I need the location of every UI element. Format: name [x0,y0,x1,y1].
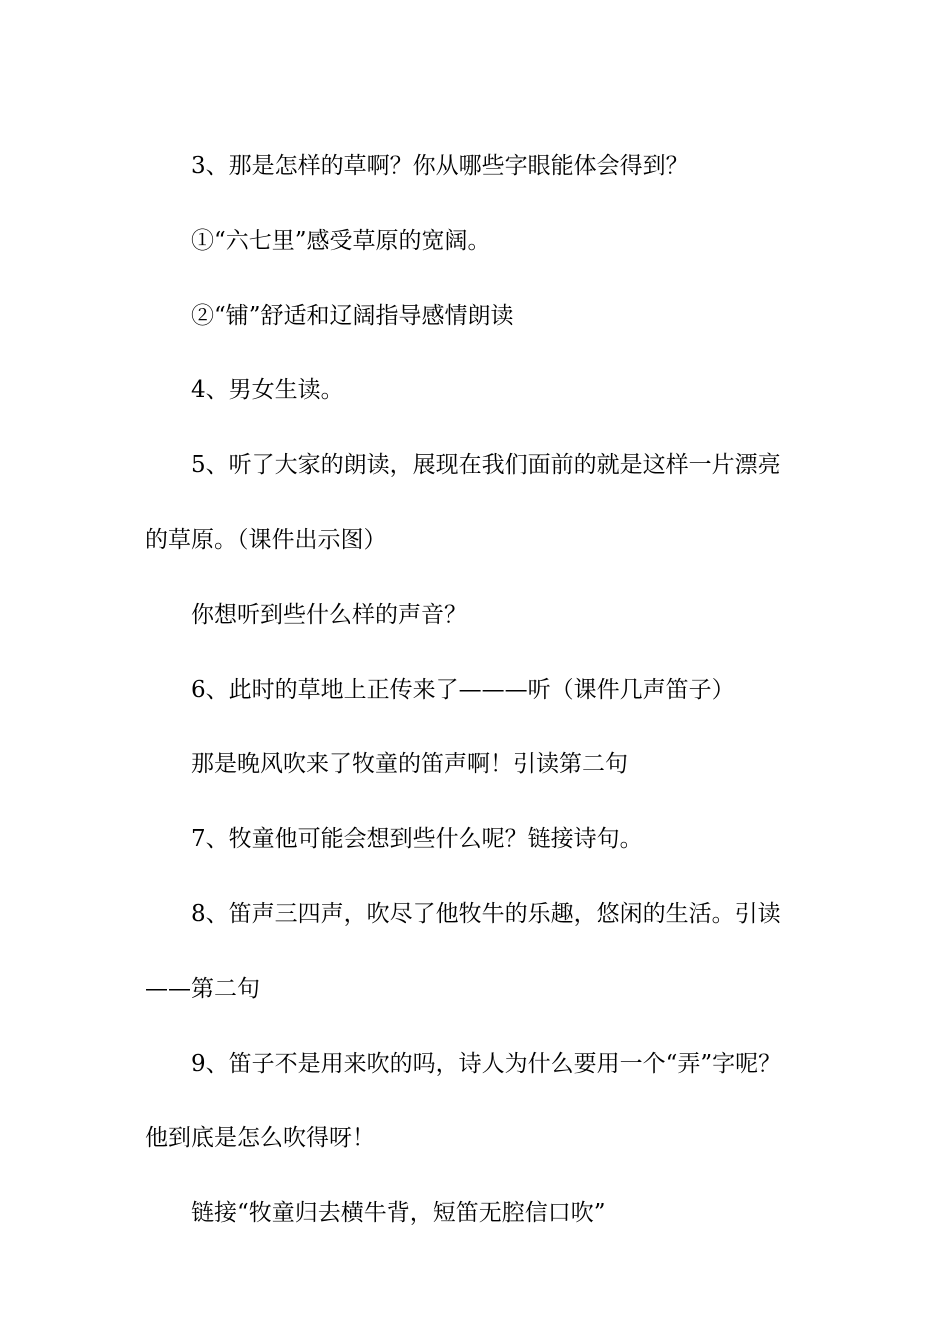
paragraph-6 [145,653,835,728]
paragraph-line: 7、牧童他可能会想到些什么呢？链接诗句。 [191,826,643,853]
paragraph-line: ①“六七里”感受草原的宽阔。 [191,227,491,254]
paragraph-line: 链接“牧童归去横牛背，短笛无腔信口吹” [191,1200,606,1227]
paragraph-question-sound [145,578,835,653]
paragraph-5 [145,428,835,578]
paragraph-line: 9、笛子不是用来吹的吗，诗人为什么要用一个“弄”字呢？ [191,1050,782,1077]
paragraph-line: 6、此时的草地上正传来了———听（课件几声笛子） [191,676,735,703]
paragraph-poem-link [145,1176,835,1251]
paragraph-line: 你想听到些什么样的声音？ [191,601,467,628]
paragraph-point-1 [145,204,835,279]
paragraph-line: 那是晚风吹来了牧童的笛声啊！引读第二句 [191,751,628,778]
paragraph-8 [145,877,835,1027]
paragraph-4 [145,353,835,428]
paragraph-line-continuation: 他到底是怎么吹得呀！ [145,1125,375,1152]
paragraph-7 [145,802,835,877]
paragraph-line: 5、听了大家的朗读，展现在我们面前的就是这样一片漂亮 [191,452,781,479]
paragraph-point-2 [145,279,835,354]
paragraph-line: 3、那是怎样的草啊？你从哪些字眼能体会得到？ [191,153,689,179]
paragraph-9 [145,1027,835,1177]
paragraph-line: 4、男女生读。 [191,377,344,404]
paragraph-line-continuation: 的草原。（课件出示图） [145,526,387,553]
paragraph-flute-sound [145,727,835,802]
paragraph-line: 8、笛声三四声，吹尽了他牧牛的乐趣，悠闲的生活。引读 [191,900,781,927]
paragraph-3 [145,129,835,204]
paragraph-line: ②“铺”舒适和辽阔指导感情朗读 [191,302,514,329]
paragraph-line-continuation: ——第二句 [145,975,260,1002]
document-body [145,129,835,1251]
